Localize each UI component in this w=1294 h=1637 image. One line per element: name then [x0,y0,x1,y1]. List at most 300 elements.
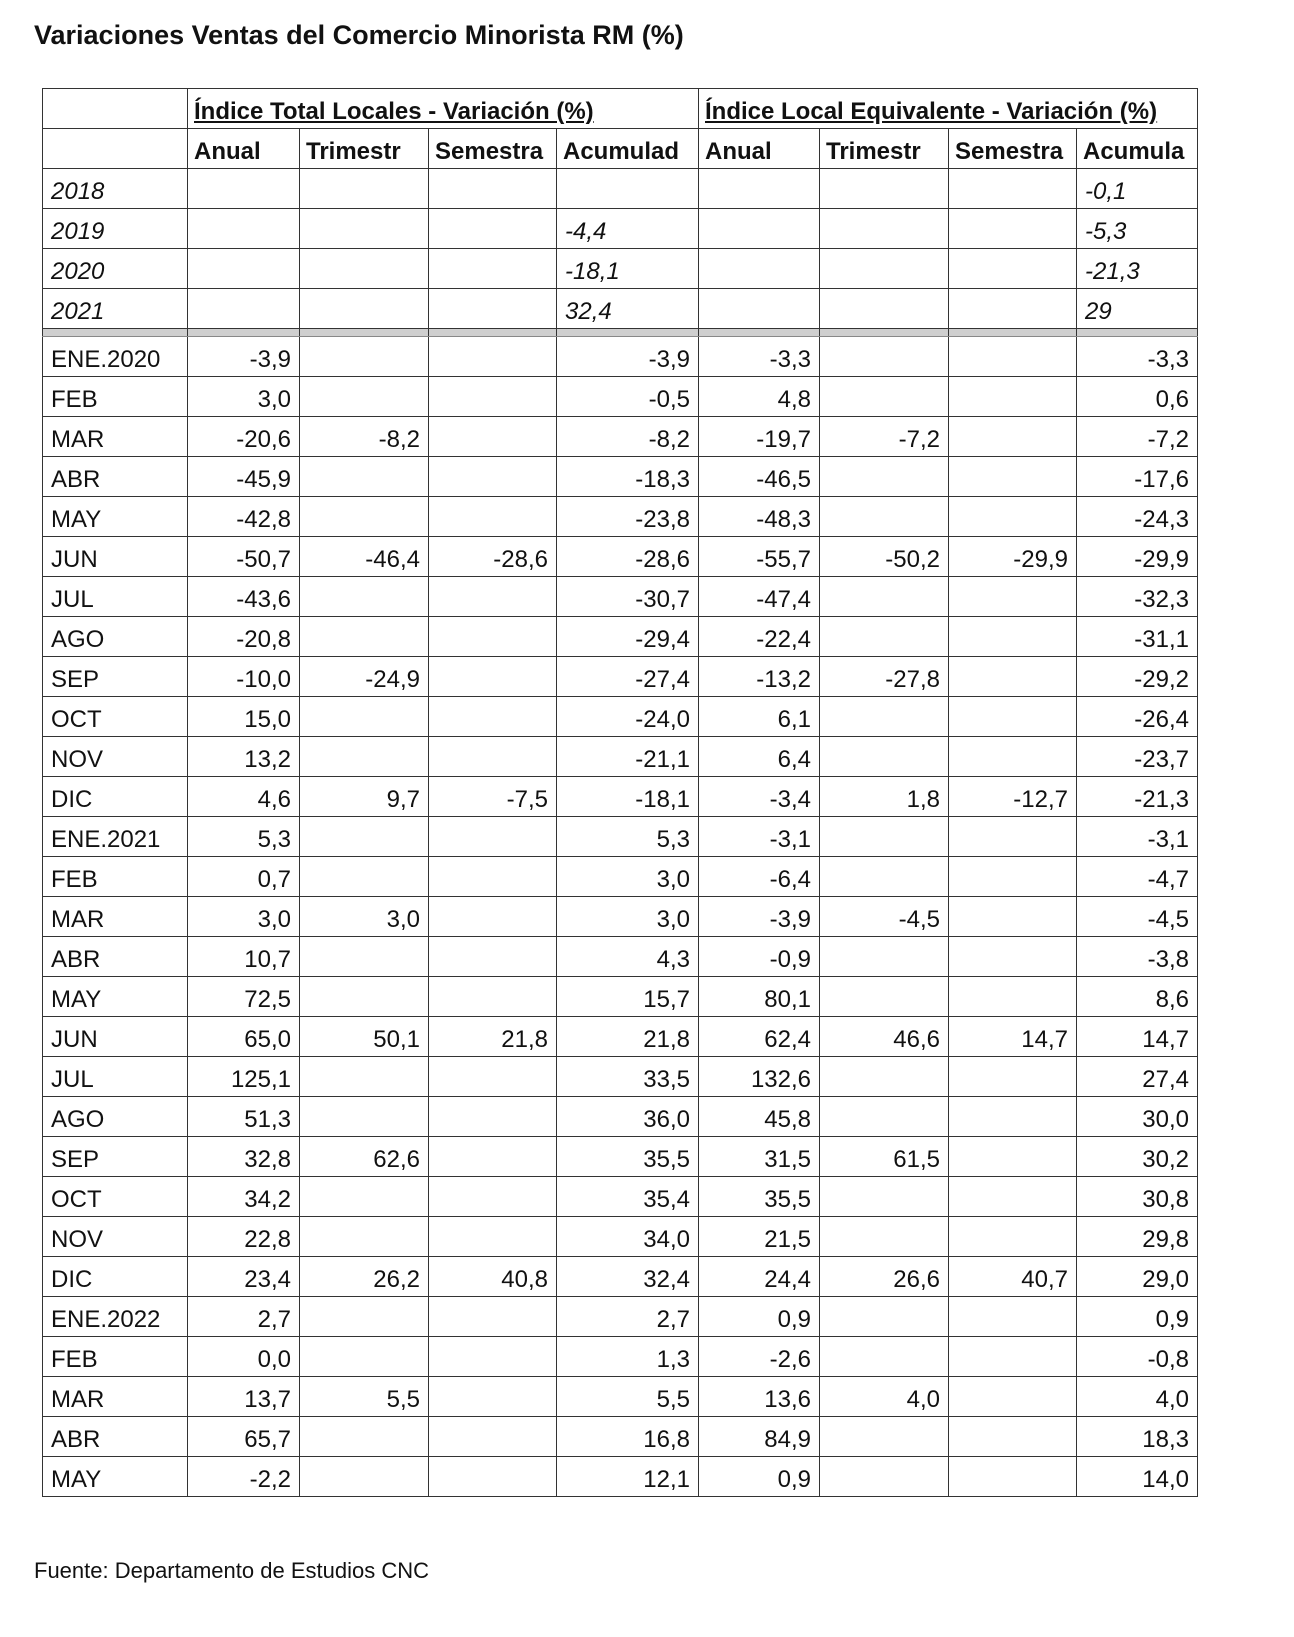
value-cell [820,457,949,497]
table-row [43,497,1198,537]
table-row [43,1217,1198,1257]
value-cell [949,897,1077,937]
month-label: NOV [43,737,188,777]
value-cell: 13,7 [188,1377,300,1417]
month-label: AGO [43,1097,188,1137]
value-cell: 24,4 [699,1257,820,1297]
year-cell [699,249,820,289]
value-cell: 34,2 [188,1177,300,1217]
value-cell [429,1337,557,1377]
table-row [43,617,1198,657]
year-row [43,209,1198,249]
value-cell [429,1217,557,1257]
value-cell: 13,6 [699,1377,820,1417]
value-cell: 12,1 [557,1457,699,1497]
value-cell: 84,9 [699,1417,820,1457]
col-header-semestra-equiv: Semestra [949,129,1077,169]
value-cell [949,857,1077,897]
month-label: JUN [43,537,188,577]
value-cell [949,377,1077,417]
table-row [43,337,1198,377]
month-label: DIC [43,1257,188,1297]
value-cell: -29,4 [557,617,699,657]
value-cell [300,1457,429,1497]
value-cell: 33,5 [557,1057,699,1097]
table-row [43,1137,1198,1177]
table-row [43,1057,1198,1097]
group-header-equivalente: Índice Local Equivalente - Variación (%) [699,89,1198,129]
value-cell: 30,2 [1077,1137,1198,1177]
value-cell: -2,6 [699,1337,820,1377]
value-cell: 5,3 [188,817,300,857]
value-cell [820,697,949,737]
month-label: DIC [43,777,188,817]
month-label: ENE.2020 [43,337,188,377]
value-cell: -27,4 [557,657,699,697]
year-cell: -21,3 [1077,249,1198,289]
value-cell: 0,9 [699,1457,820,1497]
value-cell: -17,6 [1077,457,1198,497]
value-cell: 32,8 [188,1137,300,1177]
table-row [43,657,1198,697]
value-cell [429,577,557,617]
sales-variation-table [42,88,1198,1497]
value-cell: -42,8 [188,497,300,537]
table-row [43,417,1198,457]
value-cell [429,1137,557,1177]
year-cell [949,249,1077,289]
value-cell [429,617,557,657]
value-cell [949,337,1077,377]
value-cell: -13,2 [699,657,820,697]
value-cell: 62,6 [300,1137,429,1177]
value-cell: -23,8 [557,497,699,537]
value-cell [300,1337,429,1377]
value-cell [429,897,557,937]
value-cell [949,937,1077,977]
value-cell: 3,0 [188,897,300,937]
value-cell: 61,5 [820,1137,949,1177]
value-cell: -46,4 [300,537,429,577]
value-cell [429,737,557,777]
value-cell: 40,8 [429,1257,557,1297]
value-cell: -29,9 [1077,537,1198,577]
value-cell: 72,5 [188,977,300,1017]
group-header-total: Índice Total Locales - Variación (%) [188,89,699,129]
value-cell: -6,4 [699,857,820,897]
value-cell [429,1417,557,1457]
year-cell [820,289,949,329]
value-cell: 14,7 [949,1017,1077,1057]
value-cell: 16,8 [557,1417,699,1457]
year-cell: 32,4 [557,289,699,329]
year-row [43,169,1198,209]
table-row [43,817,1198,857]
value-cell: -3,9 [699,897,820,937]
year-cell [820,209,949,249]
year-cell [188,169,300,209]
value-cell: 65,0 [188,1017,300,1057]
value-cell [300,1417,429,1457]
value-cell [820,857,949,897]
value-cell: 3,0 [188,377,300,417]
value-cell [820,577,949,617]
month-label: NOV [43,1217,188,1257]
value-cell: 31,5 [699,1137,820,1177]
value-cell [300,1217,429,1257]
value-cell: -4,5 [820,897,949,937]
value-cell: -3,9 [557,337,699,377]
year-cell [820,169,949,209]
value-cell: 0,7 [188,857,300,897]
value-cell [949,657,1077,697]
table-row [43,897,1198,937]
year-cell: -5,3 [1077,209,1198,249]
value-cell: 14,7 [1077,1017,1198,1057]
value-cell: -29,2 [1077,657,1198,697]
value-cell [949,577,1077,617]
value-cell: -19,7 [699,417,820,457]
table-row [43,377,1198,417]
month-label: ABR [43,1417,188,1457]
value-cell [429,697,557,737]
value-cell [949,417,1077,457]
value-cell: -32,3 [1077,577,1198,617]
month-label: ABR [43,457,188,497]
value-cell: 125,1 [188,1057,300,1097]
table-row [43,1097,1198,1137]
year-cell [300,289,429,329]
value-cell: 40,7 [949,1257,1077,1297]
value-cell: -22,4 [699,617,820,657]
value-cell [949,737,1077,777]
value-cell: 5,3 [557,817,699,857]
value-cell: -28,6 [429,537,557,577]
value-cell [949,1377,1077,1417]
value-cell [300,1057,429,1097]
value-cell: 132,6 [699,1057,820,1097]
value-cell [949,497,1077,537]
year-label: 2020 [43,249,188,289]
value-cell: 51,3 [188,1097,300,1137]
table-row [43,1377,1198,1417]
value-cell: -3,3 [1077,337,1198,377]
value-cell [949,1177,1077,1217]
value-cell: -50,2 [820,537,949,577]
value-cell: 6,4 [699,737,820,777]
value-cell: -18,1 [557,777,699,817]
year-row [43,249,1198,289]
value-cell: 14,0 [1077,1457,1198,1497]
value-cell: 80,1 [699,977,820,1017]
year-cell [188,209,300,249]
value-cell [300,497,429,537]
value-cell [429,1457,557,1497]
month-label: MAR [43,417,188,457]
value-cell [820,1457,949,1497]
month-label: JUL [43,1057,188,1097]
divider-cell [820,329,949,337]
value-cell: 5,5 [557,1377,699,1417]
value-cell: 15,7 [557,977,699,1017]
value-cell: 26,2 [300,1257,429,1297]
col-header-anual-equiv: Anual [699,129,820,169]
corner-cell [43,89,188,129]
value-cell: 8,6 [1077,977,1198,1017]
value-cell: -8,2 [300,417,429,457]
value-cell [820,617,949,657]
value-cell: -3,1 [699,817,820,857]
value-cell: 23,4 [188,1257,300,1297]
value-cell: 9,7 [300,777,429,817]
year-cell [429,169,557,209]
value-cell [429,417,557,457]
value-cell: 50,1 [300,1017,429,1057]
value-cell: 46,6 [820,1017,949,1057]
divider-cell [557,329,699,337]
month-label: AGO [43,617,188,657]
table-row [43,697,1198,737]
month-label: MAR [43,897,188,937]
value-cell: -3,3 [699,337,820,377]
year-label: 2021 [43,289,188,329]
table-row [43,1177,1198,1217]
value-cell: 32,4 [557,1257,699,1297]
value-cell [300,337,429,377]
value-cell: 4,6 [188,777,300,817]
divider-cell [699,329,820,337]
value-cell: 29,8 [1077,1217,1198,1257]
value-cell: -50,7 [188,537,300,577]
value-cell [300,697,429,737]
value-cell [949,977,1077,1017]
value-cell: -0,8 [1077,1337,1198,1377]
value-cell [300,737,429,777]
page-title: Variaciones Ventas del Comercio Minorista RM (%) [34,20,684,50]
value-cell: -30,7 [557,577,699,617]
year-cell: 29 [1077,289,1198,329]
value-cell: 10,7 [188,937,300,977]
col-header-anual-total: Anual [188,129,300,169]
month-label: JUL [43,577,188,617]
value-cell [820,737,949,777]
value-cell: 35,4 [557,1177,699,1217]
value-cell: 5,5 [300,1377,429,1417]
col-header-acumula-equiv: Acumula [1077,129,1198,169]
value-cell: 0,0 [188,1337,300,1377]
value-cell [429,1097,557,1137]
value-cell: -8,2 [557,417,699,457]
year-cell [949,209,1077,249]
value-cell [949,697,1077,737]
value-cell [300,937,429,977]
value-cell: -10,0 [188,657,300,697]
value-cell [429,817,557,857]
value-cell: 0,9 [699,1297,820,1337]
table-row [43,537,1198,577]
year-cell [949,169,1077,209]
value-cell [429,937,557,977]
value-cell: -3,9 [188,337,300,377]
value-cell [949,1057,1077,1097]
table-row [43,1017,1198,1057]
value-cell: -46,5 [699,457,820,497]
year-label: 2019 [43,209,188,249]
year-cell [429,289,557,329]
value-cell: -12,7 [949,777,1077,817]
value-cell [820,377,949,417]
divider-cell [43,329,188,337]
value-cell: -24,9 [300,657,429,697]
value-cell [820,1217,949,1257]
divider-cell [1077,329,1198,337]
value-cell [300,817,429,857]
table-row [43,1337,1198,1377]
value-cell: -43,6 [188,577,300,617]
value-cell: -24,0 [557,697,699,737]
value-cell [949,1217,1077,1257]
corner-cell [43,129,188,169]
value-cell: 0,6 [1077,377,1198,417]
year-cell [557,169,699,209]
value-cell: -7,2 [1077,417,1198,457]
value-cell [429,457,557,497]
value-cell [300,1097,429,1137]
month-label: OCT [43,1177,188,1217]
value-cell: 18,3 [1077,1417,1198,1457]
value-cell [429,1377,557,1417]
table-row [43,937,1198,977]
value-cell: 1,3 [557,1337,699,1377]
value-cell: -3,8 [1077,937,1198,977]
value-cell: -26,4 [1077,697,1198,737]
month-label: OCT [43,697,188,737]
table-row [43,1297,1198,1337]
month-label: ENE.2021 [43,817,188,857]
value-cell: 34,0 [557,1217,699,1257]
value-cell [820,1417,949,1457]
value-cell: 1,8 [820,777,949,817]
table-row [43,1457,1198,1497]
value-cell: -31,1 [1077,617,1198,657]
value-cell [949,1137,1077,1177]
value-cell: -0,5 [557,377,699,417]
value-cell: 45,8 [699,1097,820,1137]
value-cell: 21,8 [429,1017,557,1057]
value-cell [820,977,949,1017]
value-cell [429,857,557,897]
value-cell [429,977,557,1017]
value-cell [949,1297,1077,1337]
value-cell [949,617,1077,657]
value-cell: -27,8 [820,657,949,697]
value-cell [820,1057,949,1097]
value-cell: 6,1 [699,697,820,737]
month-label: MAY [43,1457,188,1497]
value-cell: 30,8 [1077,1177,1198,1217]
value-cell [949,457,1077,497]
value-cell: 4,8 [699,377,820,417]
value-cell [820,1297,949,1337]
value-cell: 21,8 [557,1017,699,1057]
value-cell: 15,0 [188,697,300,737]
value-cell: 13,2 [188,737,300,777]
value-cell [429,1297,557,1337]
value-cell: -20,6 [188,417,300,457]
value-cell [300,377,429,417]
divider-cell [949,329,1077,337]
value-cell [300,977,429,1017]
year-cell: -0,1 [1077,169,1198,209]
value-cell [429,1057,557,1097]
value-cell [429,497,557,537]
year-cell [820,249,949,289]
col-header-trimestr-equiv: Trimestr [820,129,949,169]
year-row [43,289,1198,329]
value-cell: 3,0 [300,897,429,937]
value-cell: 35,5 [699,1177,820,1217]
value-cell: 4,3 [557,937,699,977]
table-row [43,577,1198,617]
value-cell: -47,4 [699,577,820,617]
value-cell: 36,0 [557,1097,699,1137]
source-note: Fuente: Departamento de Estudios CNC [34,1558,429,1583]
table-row [43,737,1198,777]
value-cell [300,1297,429,1337]
year-cell: -4,4 [557,209,699,249]
value-cell: 22,8 [188,1217,300,1257]
value-cell: 30,0 [1077,1097,1198,1137]
value-cell [429,337,557,377]
value-cell [820,937,949,977]
value-cell [949,1337,1077,1377]
month-label: SEP [43,1137,188,1177]
table-row [43,1417,1198,1457]
value-cell: 2,7 [557,1297,699,1337]
value-cell [949,1097,1077,1137]
month-label: MAR [43,1377,188,1417]
year-cell: -18,1 [557,249,699,289]
value-cell: 29,0 [1077,1257,1198,1297]
value-cell [949,817,1077,857]
value-cell: -2,2 [188,1457,300,1497]
value-cell: -28,6 [557,537,699,577]
value-cell: -0,9 [699,937,820,977]
month-label: FEB [43,1337,188,1377]
year-cell [188,289,300,329]
table-row [43,457,1198,497]
table-row [43,857,1198,897]
year-cell [699,169,820,209]
value-cell [300,857,429,897]
table-row [43,977,1198,1017]
value-cell: 0,9 [1077,1297,1198,1337]
value-cell: 21,5 [699,1217,820,1257]
value-cell [820,1337,949,1377]
year-cell [429,209,557,249]
month-label: FEB [43,857,188,897]
value-cell [429,1177,557,1217]
month-label: MAY [43,977,188,1017]
value-cell: -7,2 [820,417,949,457]
value-cell [429,377,557,417]
table-row [43,777,1198,817]
value-cell: 35,5 [557,1137,699,1177]
value-cell: -7,5 [429,777,557,817]
year-cell [300,209,429,249]
value-cell: 4,0 [1077,1377,1198,1417]
year-cell [699,289,820,329]
